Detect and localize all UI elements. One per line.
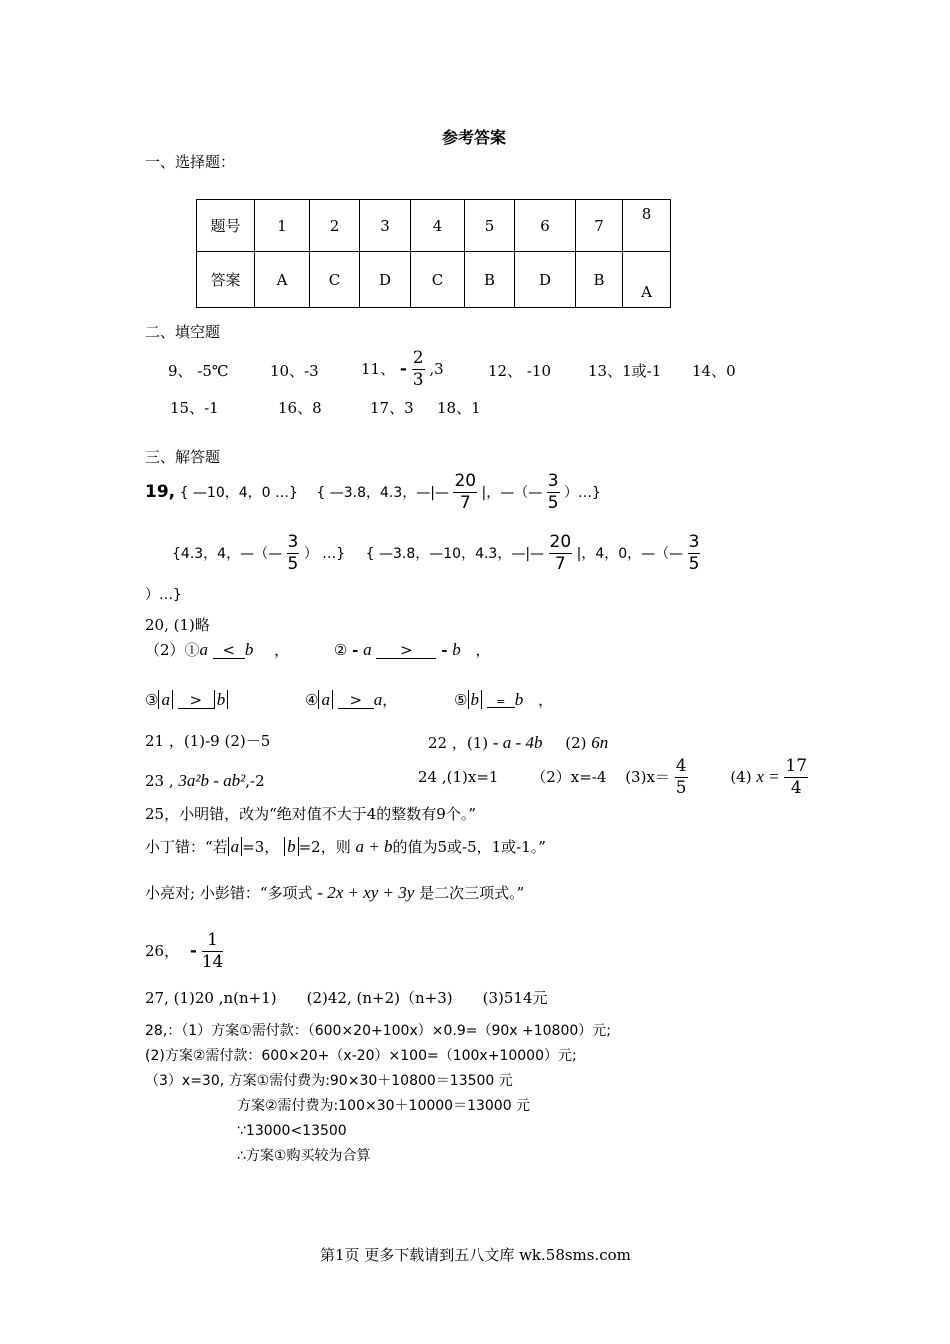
table-cell: 1: [255, 200, 310, 252]
table-cell: A: [255, 252, 310, 308]
answer-28-line1: 28,：（1）方案①需付款：（600×20+100x）×0.9=（90x +10800）元;: [145, 1023, 611, 1039]
fill-answer-18: 18、1: [437, 399, 481, 417]
answer-24: 24 ,(1)x=1 （2）x=-4 (3)x＝ $\frac{4}{5}$ (4) x = $\frac{17}{4}$: [418, 756, 808, 798]
fill-answer-16: 16、8: [278, 399, 322, 417]
answer-23: 23 , 3a²b - ab²,-2: [145, 771, 265, 790]
table-cell: 2: [310, 200, 360, 252]
section-heading-fill: 二、填空题: [145, 323, 221, 341]
answer-28-line4: 方案②需付费为:100×30＋10000＝13000 元: [237, 1098, 531, 1114]
table-cell: 5: [465, 200, 515, 252]
answer-19-line1: 19, { —10，4，0 …} { —3.8，4.3，—|— $\frac{20}{7}$ |，—（— $\frac{3}{5}$ ）…}: [145, 471, 601, 513]
answer-20-line3: ③ a > b ④ a > a， ⑤ b = b ，: [145, 690, 554, 709]
answer-28-line2: (2)方案②需付款：600×20+（x-20）×100=（100x+10000）元;: [145, 1048, 577, 1064]
fill-answer-15: 15、-1: [170, 399, 219, 417]
table-cell: D: [515, 252, 576, 308]
answer-20-line2: （2）①a < b ， ② - a > - b ，: [145, 640, 491, 659]
answer-27: 27, (1)20 ,n(n+1) (2)42, (n+2)（n+3) (3)514元: [145, 989, 548, 1007]
answer-25-line3: 小亮对; 小彭错：“多项式 - 2x + xy + 3y 是二次三项式。”: [145, 883, 525, 902]
answer-19-line3: ）…}: [145, 587, 182, 603]
answer-28-line5: ∵13000<13500: [237, 1123, 347, 1139]
page-title: 参考答案: [442, 128, 507, 147]
table-cell: 8: [623, 200, 671, 252]
table-cell: 答案: [197, 252, 255, 308]
answer-table: [196, 199, 671, 308]
page-footer: 第1页 更多下载请到五八文库 wk.58sms.com: [320, 1246, 631, 1264]
table-row: [197, 252, 671, 308]
fill-answer-13: 13、1或-1: [588, 362, 662, 380]
answer-22: 22 ，(1) - a - 4b (2) 6n: [428, 733, 609, 752]
table-cell: B: [576, 252, 623, 308]
answer-25-line1: 25，小明错，改为“绝对值不大于4的整数有9个。”: [145, 805, 477, 823]
answer-21: 21 ，(1)-9 (2)－5: [145, 732, 271, 750]
table-cell: A: [623, 252, 671, 308]
table-cell: B: [465, 252, 515, 308]
table-cell: C: [411, 252, 465, 308]
table-cell: 7: [576, 200, 623, 252]
answer-19-line2: {4.3，4，—（— $\frac{3}{5}$ ） …} { —3.8，—10，4.3，—|— $\frac{20}{7}$ |，4，0，—（— $\frac{3}{5}$: [172, 532, 700, 574]
fill-answer-10: 10、-3: [270, 362, 319, 380]
fill-answer-12: 12、 -10: [488, 362, 552, 380]
table-row: [197, 200, 671, 252]
table-cell: 题号: [197, 200, 255, 252]
answer-20-line1: 20, (1)略: [145, 616, 210, 634]
fill-answer-9: 9、 -5℃: [168, 362, 229, 380]
fill-answer-17: 17、3: [370, 399, 414, 417]
section-heading-solve: 三、解答题: [145, 448, 221, 466]
table-cell: 3: [360, 200, 411, 252]
table-cell: D: [360, 252, 411, 308]
table-cell: C: [310, 252, 360, 308]
answer-26: 26， - $\frac{1}{14}$: [145, 930, 224, 972]
section-heading-choice: 一、选择题：: [145, 153, 236, 171]
table-cell: 6: [515, 200, 576, 252]
answer-28-line6: ∴方案①购买较为合算: [237, 1148, 371, 1164]
fill-answer-11: 11、 - $\frac{2}{3}$ ,3: [361, 348, 444, 390]
table-cell: 4: [411, 200, 465, 252]
answer-28-line3: （3）x=30, 方案①需付费为:90×30＋10800＝13500 元: [145, 1073, 513, 1089]
fill-answer-14: 14、0: [692, 362, 736, 380]
answer-25-line2: 小丁错：“若 a =3， b =2，则 a + b的值为5或-5，1或-1。”: [145, 837, 546, 856]
